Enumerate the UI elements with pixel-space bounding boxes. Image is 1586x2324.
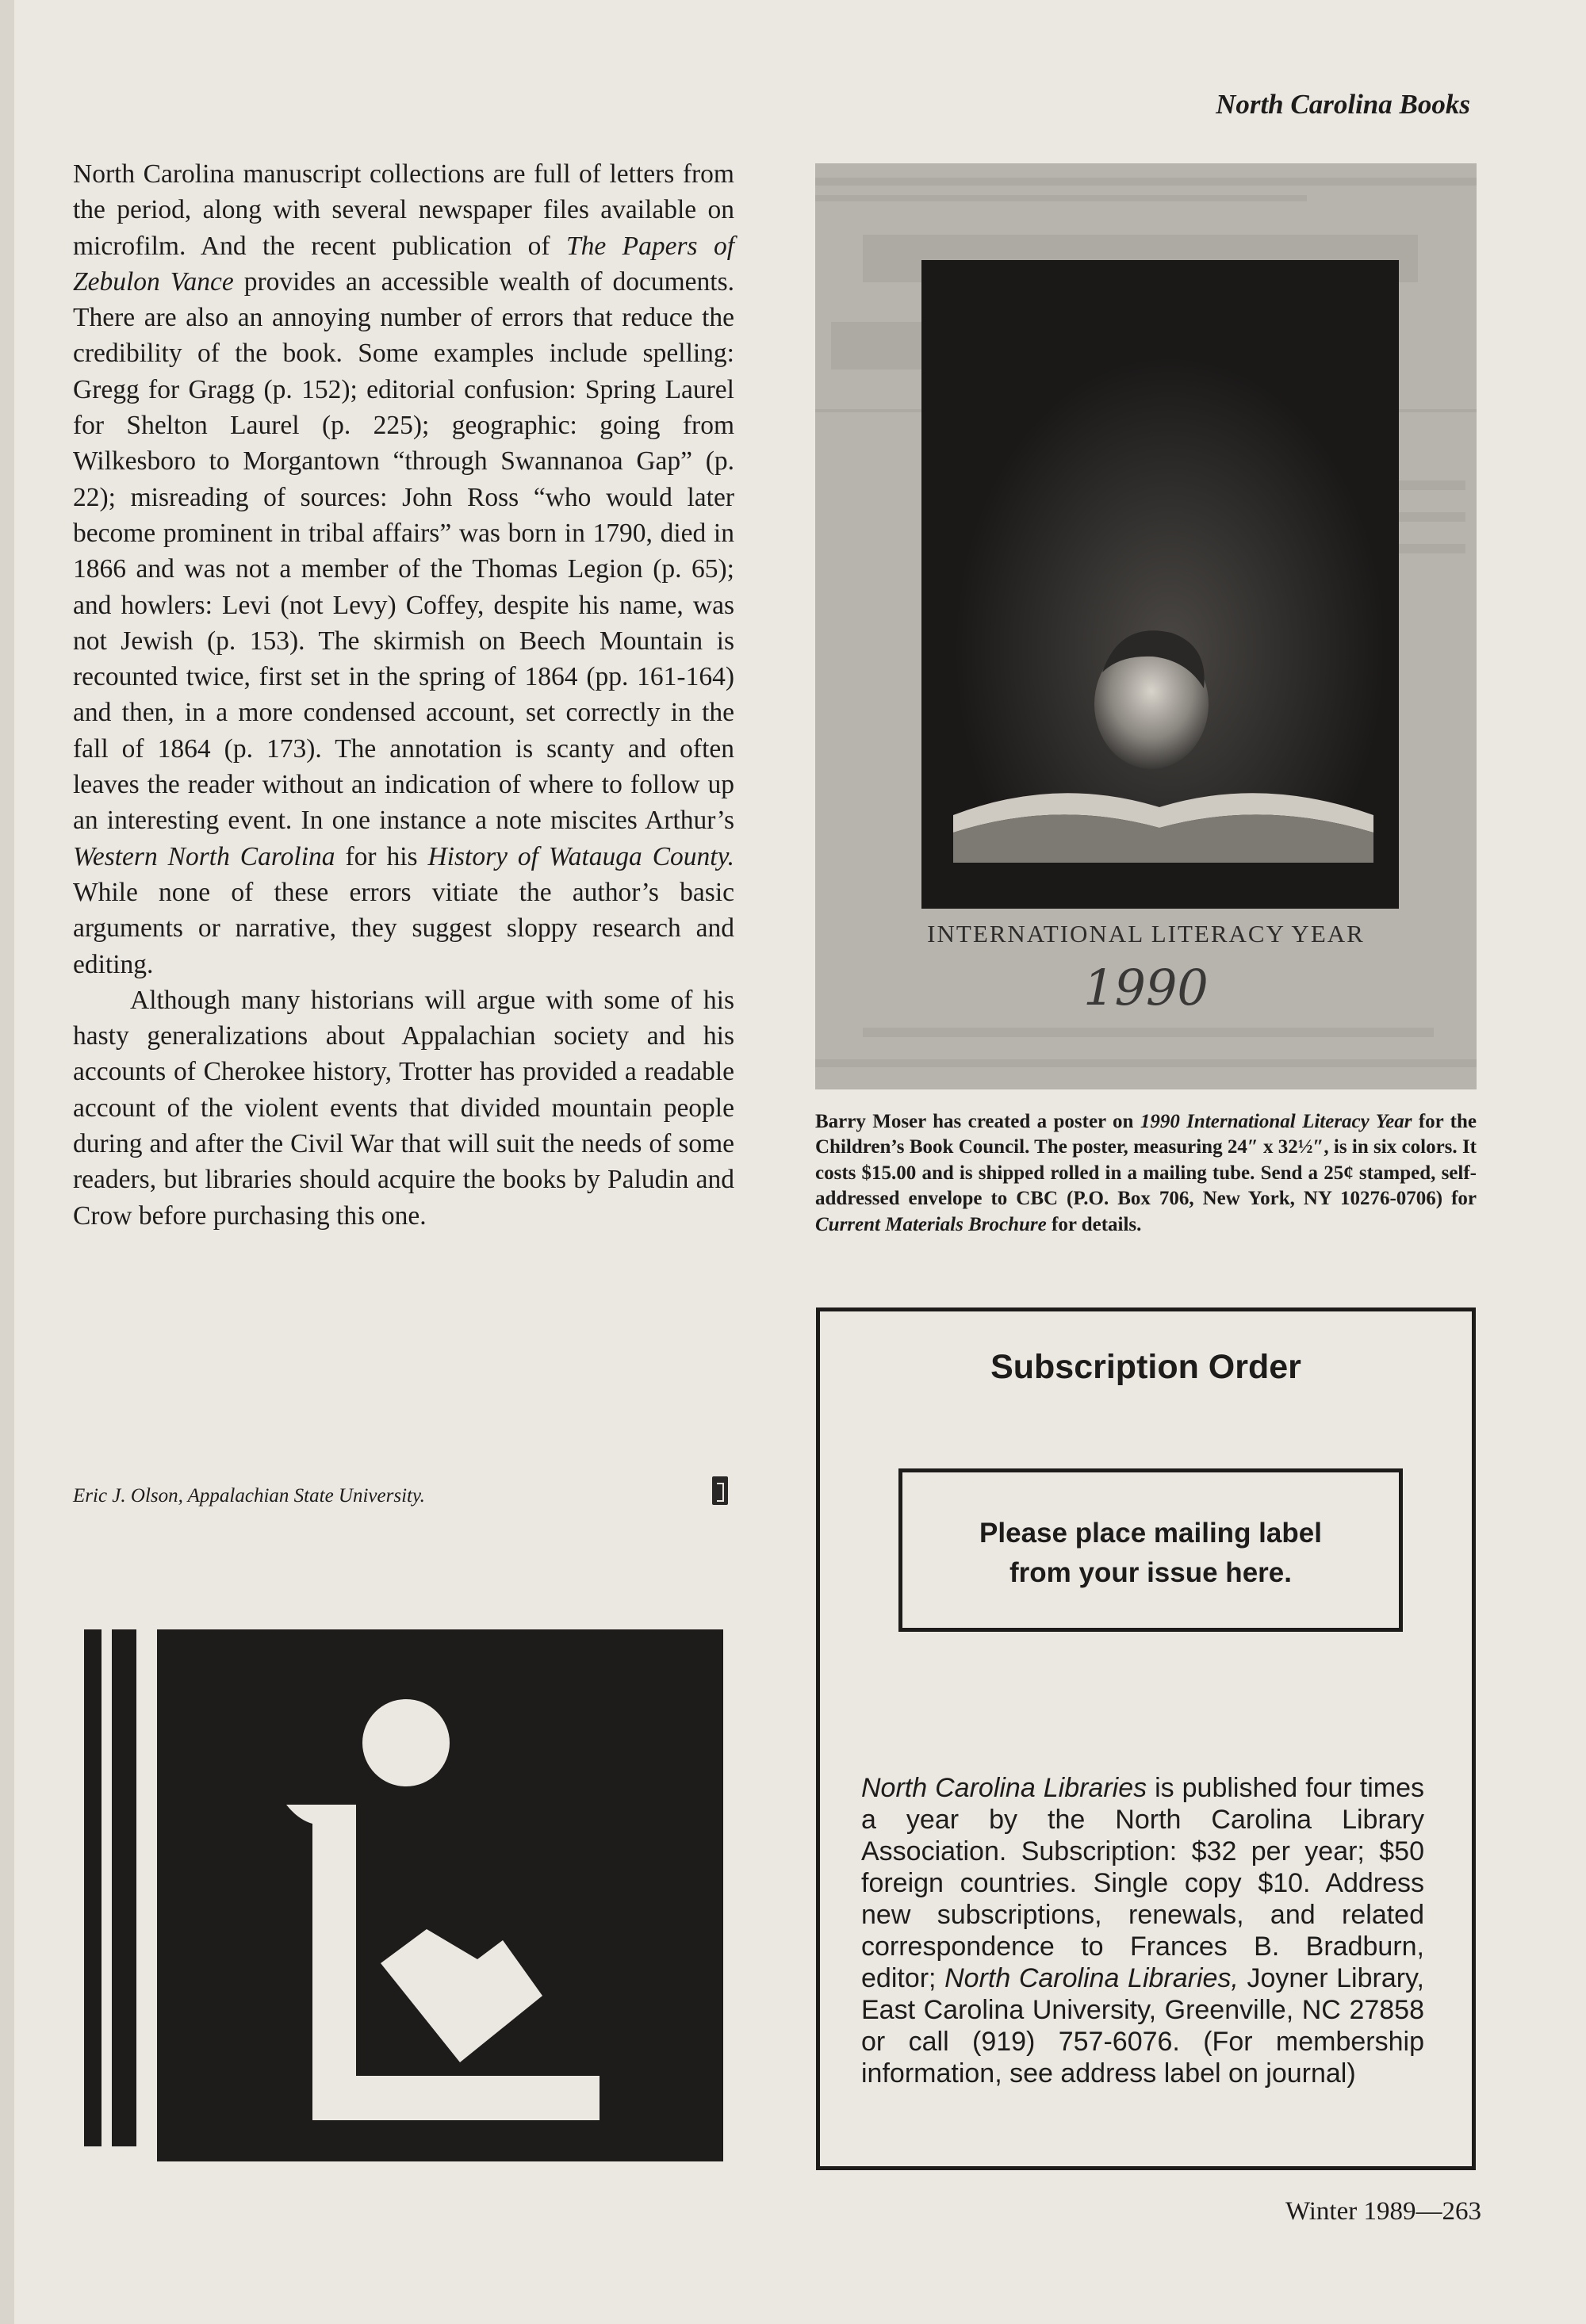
subscription-info: North Carolina Libraries is published four times a year by the North Carolina Library Association. Subscription: $32 per year; $50 foreign countries. Single copy $10. Address new subscriptions, renewals, and related correspondence to Frances B. Bradburn, editor; North Carolina Libraries, Joyner Library, East Carolina University, Greenville, NC 27858 or call (919) 757-6076. (For membership information, see address label on journal) (861, 1773, 1424, 2089)
logo-bar-2 (112, 1629, 136, 2146)
running-head: North Carolina Books (1216, 89, 1470, 120)
review-byline: Eric J. Olson, Appalachian State University. (73, 1485, 425, 1507)
logo-head-icon (362, 1699, 450, 1786)
mailing-label-line-1: Please place mailing label (979, 1518, 1322, 1549)
page-folio: Winter 1989—263 (1285, 2197, 1481, 2226)
subscription-order-box (816, 1307, 1476, 2170)
poster-image (815, 163, 1477, 1089)
poster-artwork (921, 260, 1399, 909)
end-of-article-icon (712, 1476, 728, 1505)
page-edge (0, 0, 14, 2324)
poster-year-handwritten: 1990 (1083, 959, 1209, 1017)
review-paragraph-2: Although many historians will argue with some of his hasty generalizations about Appalachian society and his accounts of Cherokee history, Trotter has provided a readable account of the violent events that divided mountain people during and after the Civil War that will suit the needs of some readers, but libraries should acquire the books by Paludin and Crow before purchasing this one. (73, 985, 734, 1231)
poster-caption: Barry Moser has created a poster on 1990 International Literacy Year for the Children’s Book Council. The poster, measuring 24″ x 32½″, is in six colors. It costs $15.00 and is shipped rolled in a mailing tube. Send a 25¢ stamped, self-addressed envelope to CBC (P.O. Box 706, New York, NY 10276-0706) for Current Materials Brochure for details. (815, 1111, 1477, 1235)
poster-title: INTERNATIONAL LITERACY YEAR (927, 920, 1365, 948)
subscription-title: Subscription Order (990, 1348, 1301, 1386)
logo-bar-1 (84, 1629, 102, 2146)
library-reading-logo (84, 1629, 723, 2161)
review-paragraph-1: North Carolina manuscript collections are full of letters from the period, along with several newspaper files available on microfilm. And the recent publication of The Papers of Zebulon Vance provides an accessible wealth of documents. There are also an annoying number of errors that reduce the credibility of the book. Some examples include spelling: Gregg for Gragg (p. 152); editorial confusion: Spring Laurel for Shelton Laurel (p. 225); geographic: going from Wilkesboro to Morgantown “through Swannanoa Gap” (p. 22); misreading of sources: John Ross “who would later become prominent in tribal affairs” was born in 1790, died in 1866 and was not a member of the Thomas Legion (p. 65); and howlers: Levi (not Levy) Coffey, despite his name, was not Jewish (p. 153). The skirmish on Beech Mountain is recounted twice, first set in the spring of 1864 (pp. 161-164) and then, in a more condensed account, set correctly in the fall of 1864 (p. 173). The annotation is scanty and often leaves the reader without an indication of where to follow up an interesting event. In one instance a note miscites Arthur’s Western North Carolina for his History of Watauga County. While none of these errors vitiate the author’s basic arguments or narrative, they suggest sloppy research and editing. (73, 159, 735, 979)
review-text-column (73, 156, 734, 1234)
mailing-label-line-2: from your issue here. (1009, 1557, 1292, 1588)
mailing-label-area (898, 1468, 1403, 1632)
